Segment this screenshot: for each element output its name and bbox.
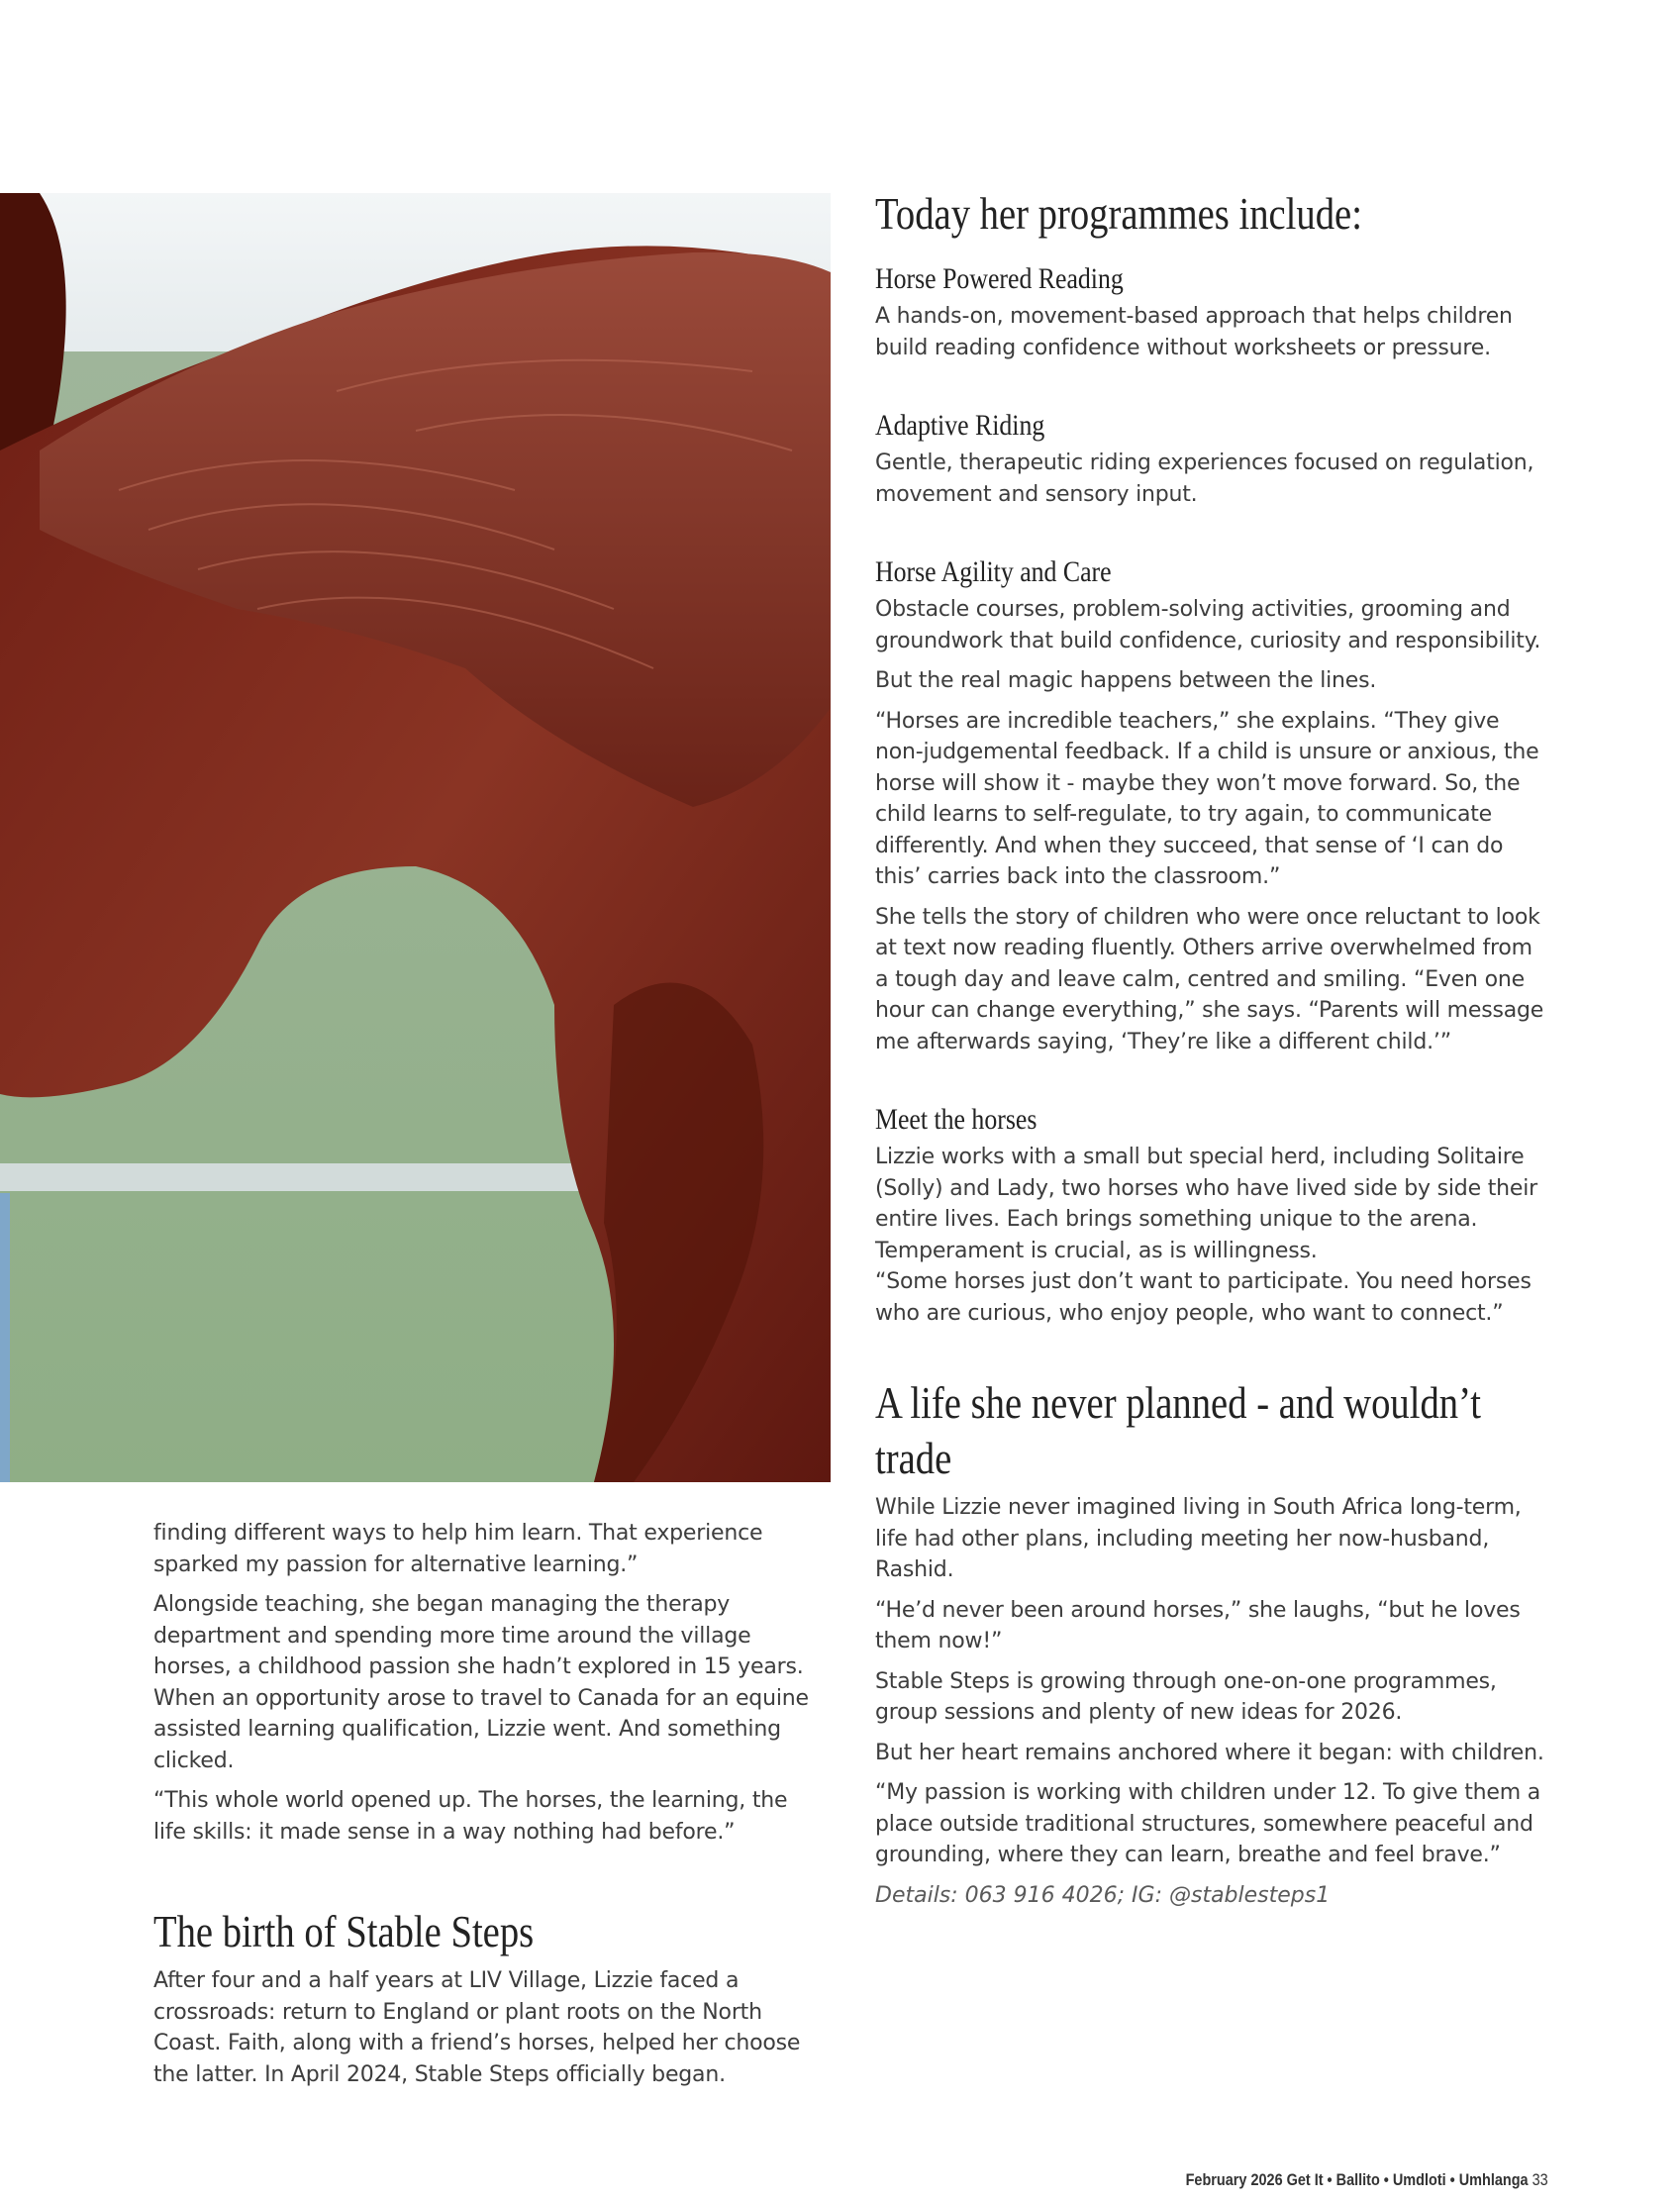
paragraph-story: She tells the story of children who were once reluctant to look at text now reading fluently. Others arrive overwhelmed from a tough day and leave calm, centred and smiling. “Even one hour can change everything,” she says. “Parents will message me afterwards saying, ‘They’re like a different child.’” bbox=[875, 904, 1544, 1054]
paragraph-growing: Stable Steps is growing through one-on-one programmes, group sessions and plenty of new ideas for 2026. bbox=[875, 1668, 1497, 1725]
programme-title-reading: Horse Powered Reading bbox=[875, 262, 1124, 295]
paragraph-passion: “My passion is working with children under 12. To give them a place outside traditional structures, somewhere peaceful and grounding, where they can learn, breathe and feel brave.” bbox=[875, 1780, 1541, 1867]
paragraph-laughs: “He’d never been around horses,” she laughs, “but he loves them now!” bbox=[875, 1597, 1521, 1653]
horse-image bbox=[0, 193, 831, 1482]
page-footer bbox=[1186, 2170, 1548, 2190]
paragraph-magic: But the real magic happens between the lines. bbox=[875, 668, 1377, 693]
paragraph-herd: Lizzie works with a small but special herd, including Solitaire (Solly) and Lady, two horses who have lived side by side their entire lives. Each brings something unique to the arena. Temperament is crucial, as is willingness. bbox=[875, 1145, 1537, 1263]
paragraph-finding: finding different ways to help him learn. That experience sparked my passion for alternative learning.” bbox=[153, 1521, 763, 1577]
life-heading: A life she never planned - and wouldn’t trade bbox=[875, 1377, 1482, 1483]
programme-title-riding: Adaptive Riding bbox=[875, 409, 1045, 442]
paragraph-heart: But her heart remains anchored where it began: with children. bbox=[875, 1740, 1544, 1765]
programme-text-reading: A hands-on, movement-based approach that helps children build reading confidence without worksheets or pressure. bbox=[875, 304, 1513, 360]
paragraph-alongside: Alongside teaching, she began managing the therapy department and spending more time around the village horses, a childhood passion she hadn’t explored in 15 years. When an opportunity arose to travel to Canada for an equine assisted learning qualification, Lizzie went. And something clicked. bbox=[153, 1592, 809, 1773]
page-number: 33 bbox=[1532, 2170, 1548, 2189]
paragraph-after: After four and a half years at LIV Village, Lizzie faced a crossroads: return to England or plant roots on the North Coast. Faith, along with a friend’s horses, helped her choose the latter. In April 2024, Stable Steps officially began. bbox=[153, 1968, 801, 2087]
footer-text: February 2026 Get It • Ballito • Umdloti • Umhlanga bbox=[1185, 2170, 1529, 2189]
paragraph-teachers: “Horses are incredible teachers,” she explains. “They give non-judgemental feedback. If a child is unsure or anxious, the horse will show it - maybe they won’t move forward. So, the child learns to self-regulate, to try again, to communicate differently. And when they succeed, that sense of ‘I can do this’ carries back into the classroom.” bbox=[875, 708, 1539, 889]
left-column bbox=[153, 1518, 822, 2099]
paragraph-world: “This whole world opened up. The horses, the learning, the life skills: it made sense in a way nothing had before.” bbox=[153, 1788, 788, 1845]
programmes-heading: Today her programmes include: bbox=[875, 188, 1362, 239]
paragraph-never: While Lizzie never imagined living in South Africa long-term, life had other plans, including meeting her now-husband, Rashid. bbox=[875, 1495, 1522, 1582]
contact-details: Details: 063 916 4026; IG: @stablesteps1 bbox=[875, 1882, 1331, 1908]
right-column bbox=[875, 186, 1548, 1911]
meet-horses-title: Meet the horses bbox=[875, 1103, 1038, 1136]
paragraph-curious: “Some horses just don’t want to participate. You need horses who are curious, who enjoy people, who want to connect.” bbox=[875, 1269, 1532, 1326]
programme-text-riding: Gentle, therapeutic riding experiences focused on regulation, movement and sensory input. bbox=[875, 450, 1534, 507]
birth-heading: The birth of Stable Steps bbox=[153, 1906, 535, 1956]
horse-photo bbox=[0, 193, 831, 1482]
programme-text-agility: Obstacle courses, problem-solving activities, grooming and groundwork that build confidence, curiosity and responsibility. bbox=[875, 597, 1541, 653]
programme-title-agility: Horse Agility and Care bbox=[875, 555, 1112, 588]
